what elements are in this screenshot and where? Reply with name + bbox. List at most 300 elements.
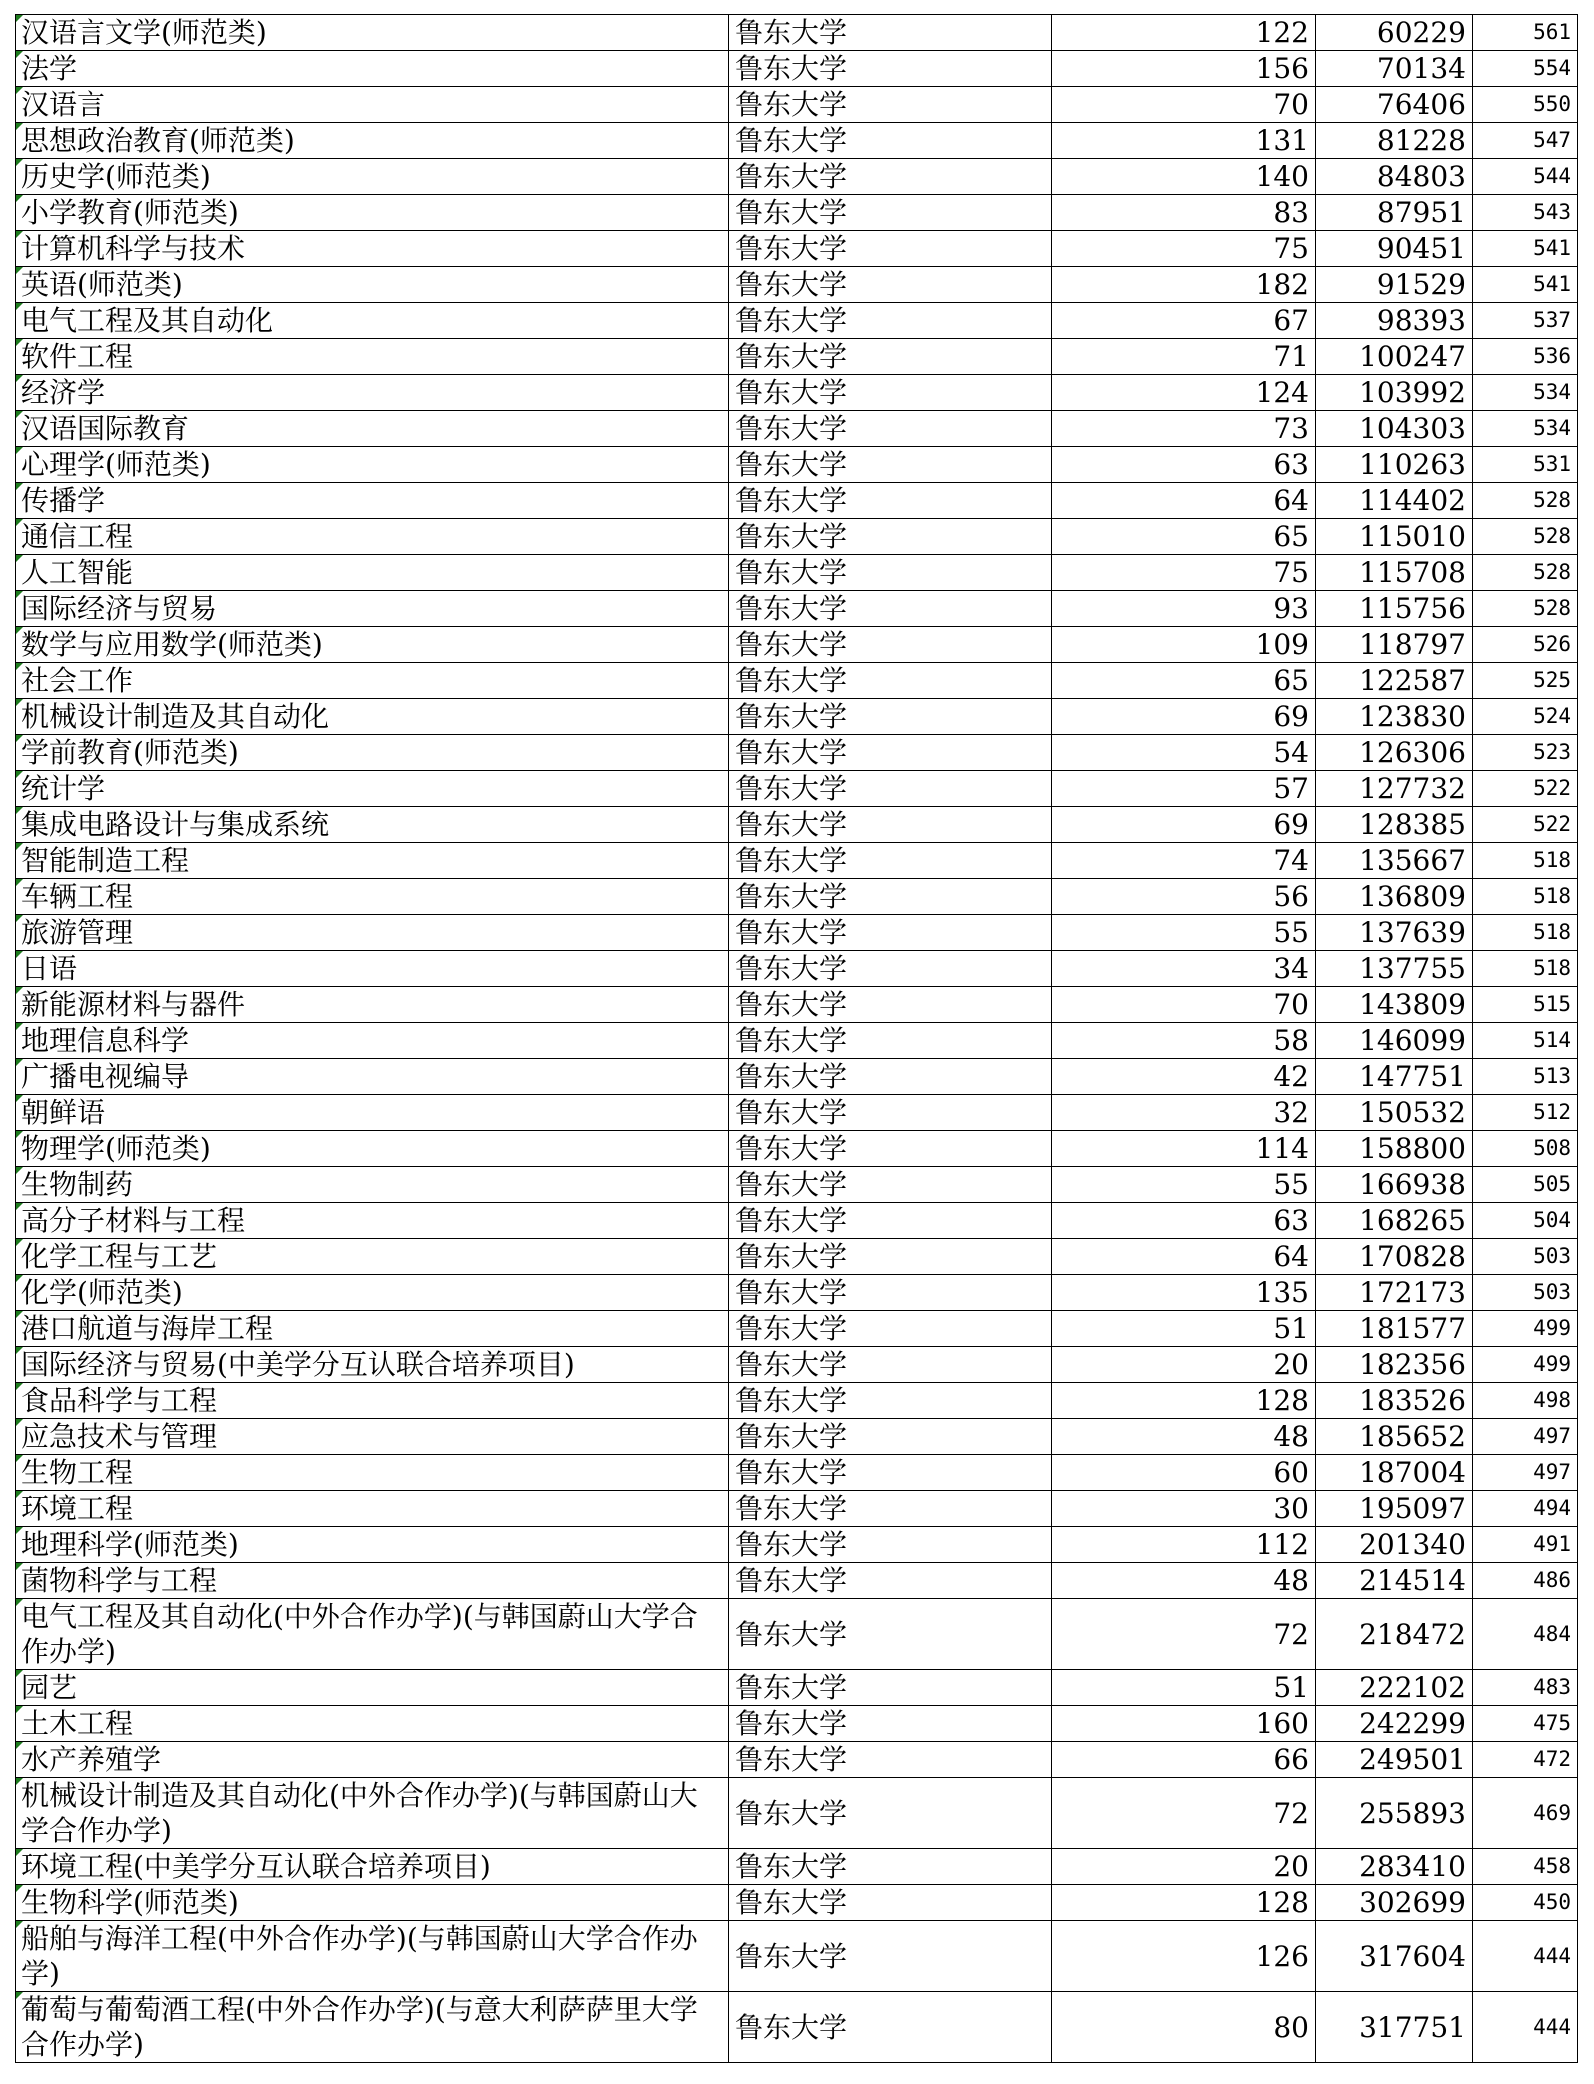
score-cell: 508 [1473, 1131, 1578, 1167]
school-cell: 鲁东大学 [729, 483, 1052, 519]
plan-count-cell: 128 [1052, 1885, 1316, 1921]
major-cell: 经济学 [16, 375, 729, 411]
score-cell: 498 [1473, 1383, 1578, 1419]
major-cell: 汉语言文学(师范类) [16, 15, 729, 51]
rank-cell: 182356 [1316, 1347, 1473, 1383]
score-cell: 475 [1473, 1706, 1578, 1742]
rank-cell: 60229 [1316, 15, 1473, 51]
school-cell: 鲁东大学 [729, 1670, 1052, 1706]
score-cell: 499 [1473, 1347, 1578, 1383]
table-row [16, 627, 1578, 663]
rank-cell: 201340 [1316, 1527, 1473, 1563]
plan-count-cell: 54 [1052, 735, 1316, 771]
plan-count-cell: 58 [1052, 1023, 1316, 1059]
school-cell: 鲁东大学 [729, 1992, 1052, 2063]
major-cell: 化学(师范类) [16, 1275, 729, 1311]
plan-count-cell: 75 [1052, 555, 1316, 591]
major-cell: 土木工程 [16, 1706, 729, 1742]
rank-cell: 222102 [1316, 1670, 1473, 1706]
plan-count-cell: 69 [1052, 699, 1316, 735]
score-cell: 450 [1473, 1885, 1578, 1921]
table-row [16, 1599, 1578, 1670]
score-cell: 515 [1473, 987, 1578, 1023]
plan-count-cell: 109 [1052, 627, 1316, 663]
table-row [16, 1131, 1578, 1167]
plan-count-cell: 72 [1052, 1778, 1316, 1849]
score-cell: 518 [1473, 843, 1578, 879]
major-cell: 数学与应用数学(师范类) [16, 627, 729, 663]
rank-cell: 317751 [1316, 1992, 1473, 2063]
plan-count-cell: 42 [1052, 1059, 1316, 1095]
major-cell: 学前教育(师范类) [16, 735, 729, 771]
major-cell: 国际经济与贸易(中美学分互认联合培养项目) [16, 1347, 729, 1383]
plan-count-cell: 112 [1052, 1527, 1316, 1563]
rank-cell: 137755 [1316, 951, 1473, 987]
plan-count-cell: 114 [1052, 1131, 1316, 1167]
plan-count-cell: 20 [1052, 1849, 1316, 1885]
score-cell: 512 [1473, 1095, 1578, 1131]
table-row [16, 51, 1578, 87]
plan-count-cell: 131 [1052, 123, 1316, 159]
major-cell: 车辆工程 [16, 879, 729, 915]
table-row [16, 735, 1578, 771]
school-cell: 鲁东大学 [729, 87, 1052, 123]
table-row [16, 123, 1578, 159]
school-cell: 鲁东大学 [729, 591, 1052, 627]
score-cell: 518 [1473, 951, 1578, 987]
table-row [16, 231, 1578, 267]
plan-count-cell: 70 [1052, 987, 1316, 1023]
major-cell: 物理学(师范类) [16, 1131, 729, 1167]
major-cell: 葡萄与葡萄酒工程(中外合作办学)(与意大利萨萨里大学合作办学) [16, 1992, 729, 2063]
rank-cell: 110263 [1316, 447, 1473, 483]
school-cell: 鲁东大学 [729, 339, 1052, 375]
school-cell: 鲁东大学 [729, 267, 1052, 303]
rank-cell: 147751 [1316, 1059, 1473, 1095]
major-cell: 化学工程与工艺 [16, 1239, 729, 1275]
plan-count-cell: 124 [1052, 375, 1316, 411]
major-cell: 新能源材料与器件 [16, 987, 729, 1023]
school-cell: 鲁东大学 [729, 231, 1052, 267]
rank-cell: 81228 [1316, 123, 1473, 159]
plan-count-cell: 122 [1052, 15, 1316, 51]
rank-cell: 214514 [1316, 1563, 1473, 1599]
plan-count-cell: 72 [1052, 1599, 1316, 1670]
score-cell: 518 [1473, 915, 1578, 951]
table-row [16, 663, 1578, 699]
major-cell: 智能制造工程 [16, 843, 729, 879]
plan-count-cell: 71 [1052, 339, 1316, 375]
major-cell: 菌物科学与工程 [16, 1563, 729, 1599]
table-row [16, 1239, 1578, 1275]
major-cell: 高分子材料与工程 [16, 1203, 729, 1239]
table-row [16, 1023, 1578, 1059]
score-cell: 518 [1473, 879, 1578, 915]
school-cell: 鲁东大学 [729, 159, 1052, 195]
table-row [16, 807, 1578, 843]
major-cell: 生物科学(师范类) [16, 1885, 729, 1921]
school-cell: 鲁东大学 [729, 1131, 1052, 1167]
plan-count-cell: 69 [1052, 807, 1316, 843]
rank-cell: 172173 [1316, 1275, 1473, 1311]
school-cell: 鲁东大学 [729, 51, 1052, 87]
score-cell: 505 [1473, 1167, 1578, 1203]
score-cell: 536 [1473, 339, 1578, 375]
score-cell: 543 [1473, 195, 1578, 231]
table-row [16, 159, 1578, 195]
school-cell: 鲁东大学 [729, 1849, 1052, 1885]
rank-cell: 146099 [1316, 1023, 1473, 1059]
school-cell: 鲁东大学 [729, 1023, 1052, 1059]
major-cell: 历史学(师范类) [16, 159, 729, 195]
school-cell: 鲁东大学 [729, 1239, 1052, 1275]
score-cell: 491 [1473, 1527, 1578, 1563]
rank-cell: 317604 [1316, 1921, 1473, 1992]
rank-cell: 123830 [1316, 699, 1473, 735]
school-cell: 鲁东大学 [729, 519, 1052, 555]
school-cell: 鲁东大学 [729, 1383, 1052, 1419]
rank-cell: 122587 [1316, 663, 1473, 699]
table-row [16, 1992, 1578, 2063]
plan-count-cell: 48 [1052, 1563, 1316, 1599]
plan-count-cell: 75 [1052, 231, 1316, 267]
major-cell: 电气工程及其自动化(中外合作办学)(与韩国蔚山大学合作办学) [16, 1599, 729, 1670]
school-cell: 鲁东大学 [729, 1885, 1052, 1921]
plan-count-cell: 126 [1052, 1921, 1316, 1992]
school-cell: 鲁东大学 [729, 807, 1052, 843]
table-row [16, 1347, 1578, 1383]
plan-count-cell: 56 [1052, 879, 1316, 915]
plan-count-cell: 83 [1052, 195, 1316, 231]
major-cell: 机械设计制造及其自动化(中外合作办学)(与韩国蔚山大学合作办学) [16, 1778, 729, 1849]
rank-cell: 302699 [1316, 1885, 1473, 1921]
table-row [16, 1095, 1578, 1131]
school-cell: 鲁东大学 [729, 1311, 1052, 1347]
score-cell: 499 [1473, 1311, 1578, 1347]
plan-count-cell: 51 [1052, 1670, 1316, 1706]
score-cell: 541 [1473, 231, 1578, 267]
rank-cell: 187004 [1316, 1455, 1473, 1491]
major-cell: 国际经济与贸易 [16, 591, 729, 627]
major-cell: 人工智能 [16, 555, 729, 591]
major-cell: 社会工作 [16, 663, 729, 699]
rank-cell: 185652 [1316, 1419, 1473, 1455]
score-cell: 550 [1473, 87, 1578, 123]
table-row [16, 339, 1578, 375]
score-cell: 513 [1473, 1059, 1578, 1095]
rank-cell: 115010 [1316, 519, 1473, 555]
table-row [16, 987, 1578, 1023]
table-row [16, 1167, 1578, 1203]
plan-count-cell: 48 [1052, 1419, 1316, 1455]
table-row [16, 699, 1578, 735]
table-body [16, 15, 1578, 2063]
rank-cell: 118797 [1316, 627, 1473, 663]
score-cell: 528 [1473, 483, 1578, 519]
school-cell: 鲁东大学 [729, 195, 1052, 231]
major-cell: 汉语言 [16, 87, 729, 123]
school-cell: 鲁东大学 [729, 555, 1052, 591]
school-cell: 鲁东大学 [729, 987, 1052, 1023]
table-row [16, 555, 1578, 591]
major-cell: 通信工程 [16, 519, 729, 555]
plan-count-cell: 55 [1052, 1167, 1316, 1203]
plan-count-cell: 64 [1052, 483, 1316, 519]
table-row [16, 195, 1578, 231]
score-cell: 484 [1473, 1599, 1578, 1670]
table-row [16, 1706, 1578, 1742]
score-cell: 444 [1473, 1992, 1578, 2063]
score-cell: 534 [1473, 411, 1578, 447]
rank-cell: 100247 [1316, 339, 1473, 375]
major-cell: 生物工程 [16, 1455, 729, 1491]
score-cell: 526 [1473, 627, 1578, 663]
plan-count-cell: 63 [1052, 447, 1316, 483]
table-row [16, 1778, 1578, 1849]
major-cell: 应急技术与管理 [16, 1419, 729, 1455]
plan-count-cell: 32 [1052, 1095, 1316, 1131]
rank-cell: 104303 [1316, 411, 1473, 447]
table-row [16, 447, 1578, 483]
rank-cell: 218472 [1316, 1599, 1473, 1670]
plan-count-cell: 51 [1052, 1311, 1316, 1347]
major-cell: 机械设计制造及其自动化 [16, 699, 729, 735]
score-cell: 486 [1473, 1563, 1578, 1599]
school-cell: 鲁东大学 [729, 123, 1052, 159]
rank-cell: 90451 [1316, 231, 1473, 267]
table-row [16, 879, 1578, 915]
rank-cell: 181577 [1316, 1311, 1473, 1347]
table-row [16, 915, 1578, 951]
rank-cell: 136809 [1316, 879, 1473, 915]
rank-cell: 137639 [1316, 915, 1473, 951]
score-cell: 534 [1473, 375, 1578, 411]
plan-count-cell: 64 [1052, 1239, 1316, 1275]
plan-count-cell: 55 [1052, 915, 1316, 951]
school-cell: 鲁东大学 [729, 1059, 1052, 1095]
plan-count-cell: 34 [1052, 951, 1316, 987]
major-cell: 英语(师范类) [16, 267, 729, 303]
school-cell: 鲁东大学 [729, 1095, 1052, 1131]
plan-count-cell: 73 [1052, 411, 1316, 447]
school-cell: 鲁东大学 [729, 1455, 1052, 1491]
rank-cell: 150532 [1316, 1095, 1473, 1131]
school-cell: 鲁东大学 [729, 771, 1052, 807]
major-cell: 食品科学与工程 [16, 1383, 729, 1419]
rank-cell: 115708 [1316, 555, 1473, 591]
school-cell: 鲁东大学 [729, 375, 1052, 411]
score-cell: 561 [1473, 15, 1578, 51]
major-cell: 日语 [16, 951, 729, 987]
table-row [16, 843, 1578, 879]
table-row [16, 87, 1578, 123]
rank-cell: 283410 [1316, 1849, 1473, 1885]
rank-cell: 249501 [1316, 1742, 1473, 1778]
major-cell: 环境工程 [16, 1491, 729, 1527]
rank-cell: 195097 [1316, 1491, 1473, 1527]
score-cell: 503 [1473, 1239, 1578, 1275]
table-row [16, 1491, 1578, 1527]
plan-count-cell: 128 [1052, 1383, 1316, 1419]
major-cell: 水产养殖学 [16, 1742, 729, 1778]
major-cell: 汉语国际教育 [16, 411, 729, 447]
school-cell: 鲁东大学 [729, 915, 1052, 951]
major-cell: 地理科学(师范类) [16, 1527, 729, 1563]
school-cell: 鲁东大学 [729, 303, 1052, 339]
table-row [16, 1203, 1578, 1239]
school-cell: 鲁东大学 [729, 627, 1052, 663]
school-cell: 鲁东大学 [729, 1527, 1052, 1563]
table-row [16, 1419, 1578, 1455]
school-cell: 鲁东大学 [729, 1706, 1052, 1742]
score-cell: 483 [1473, 1670, 1578, 1706]
plan-count-cell: 63 [1052, 1203, 1316, 1239]
school-cell: 鲁东大学 [729, 1778, 1052, 1849]
score-cell: 497 [1473, 1419, 1578, 1455]
plan-count-cell: 160 [1052, 1706, 1316, 1742]
rank-cell: 70134 [1316, 51, 1473, 87]
score-cell: 522 [1473, 771, 1578, 807]
plan-count-cell: 70 [1052, 87, 1316, 123]
table-row [16, 1849, 1578, 1885]
major-cell: 心理学(师范类) [16, 447, 729, 483]
table-row [16, 1455, 1578, 1491]
table-row [16, 1742, 1578, 1778]
score-cell: 522 [1473, 807, 1578, 843]
plan-count-cell: 57 [1052, 771, 1316, 807]
major-cell: 广播电视编导 [16, 1059, 729, 1095]
major-cell: 生物制药 [16, 1167, 729, 1203]
score-cell: 528 [1473, 591, 1578, 627]
score-cell: 541 [1473, 267, 1578, 303]
score-cell: 458 [1473, 1849, 1578, 1885]
table-row [16, 1275, 1578, 1311]
table-row [16, 15, 1578, 51]
school-cell: 鲁东大学 [729, 1347, 1052, 1383]
score-cell: 525 [1473, 663, 1578, 699]
major-cell: 朝鲜语 [16, 1095, 729, 1131]
rank-cell: 91529 [1316, 267, 1473, 303]
plan-count-cell: 65 [1052, 663, 1316, 699]
major-cell: 港口航道与海岸工程 [16, 1311, 729, 1347]
table-row [16, 303, 1578, 339]
score-cell: 528 [1473, 555, 1578, 591]
rank-cell: 143809 [1316, 987, 1473, 1023]
table-row [16, 1921, 1578, 1992]
school-cell: 鲁东大学 [729, 843, 1052, 879]
plan-count-cell: 135 [1052, 1275, 1316, 1311]
rank-cell: 84803 [1316, 159, 1473, 195]
school-cell: 鲁东大学 [729, 1563, 1052, 1599]
score-cell: 524 [1473, 699, 1578, 735]
major-cell: 集成电路设计与集成系统 [16, 807, 729, 843]
major-cell: 地理信息科学 [16, 1023, 729, 1059]
school-cell: 鲁东大学 [729, 447, 1052, 483]
table-row [16, 1527, 1578, 1563]
major-cell: 法学 [16, 51, 729, 87]
table-row [16, 591, 1578, 627]
score-cell: 469 [1473, 1778, 1578, 1849]
rank-cell: 158800 [1316, 1131, 1473, 1167]
rank-cell: 115756 [1316, 591, 1473, 627]
plan-count-cell: 156 [1052, 51, 1316, 87]
table-row [16, 1311, 1578, 1347]
school-cell: 鲁东大学 [729, 1921, 1052, 1992]
admission-table [15, 14, 1578, 2063]
score-cell: 547 [1473, 123, 1578, 159]
rank-cell: 166938 [1316, 1167, 1473, 1203]
score-cell: 504 [1473, 1203, 1578, 1239]
table-row [16, 483, 1578, 519]
table-row [16, 1383, 1578, 1419]
score-cell: 523 [1473, 735, 1578, 771]
plan-count-cell: 60 [1052, 1455, 1316, 1491]
school-cell: 鲁东大学 [729, 1275, 1052, 1311]
school-cell: 鲁东大学 [729, 879, 1052, 915]
major-cell: 船舶与海洋工程(中外合作办学)(与韩国蔚山大学合作办学) [16, 1921, 729, 1992]
table-row [16, 1885, 1578, 1921]
plan-count-cell: 66 [1052, 1742, 1316, 1778]
major-cell: 软件工程 [16, 339, 729, 375]
rank-cell: 242299 [1316, 1706, 1473, 1742]
rank-cell: 170828 [1316, 1239, 1473, 1275]
school-cell: 鲁东大学 [729, 1167, 1052, 1203]
major-cell: 环境工程(中美学分互认联合培养项目) [16, 1849, 729, 1885]
school-cell: 鲁东大学 [729, 15, 1052, 51]
school-cell: 鲁东大学 [729, 951, 1052, 987]
plan-count-cell: 30 [1052, 1491, 1316, 1527]
score-cell: 544 [1473, 159, 1578, 195]
table-row [16, 1563, 1578, 1599]
table-row [16, 519, 1578, 555]
rank-cell: 98393 [1316, 303, 1473, 339]
plan-count-cell: 140 [1052, 159, 1316, 195]
table-row [16, 951, 1578, 987]
table-row [16, 267, 1578, 303]
rank-cell: 183526 [1316, 1383, 1473, 1419]
rank-cell: 76406 [1316, 87, 1473, 123]
plan-count-cell: 65 [1052, 519, 1316, 555]
rank-cell: 168265 [1316, 1203, 1473, 1239]
major-cell: 思想政治教育(师范类) [16, 123, 729, 159]
table-row [16, 771, 1578, 807]
major-cell: 旅游管理 [16, 915, 729, 951]
score-cell: 497 [1473, 1455, 1578, 1491]
plan-count-cell: 74 [1052, 843, 1316, 879]
rank-cell: 114402 [1316, 483, 1473, 519]
major-cell: 电气工程及其自动化 [16, 303, 729, 339]
school-cell: 鲁东大学 [729, 699, 1052, 735]
school-cell: 鲁东大学 [729, 663, 1052, 699]
score-cell: 554 [1473, 51, 1578, 87]
score-cell: 503 [1473, 1275, 1578, 1311]
school-cell: 鲁东大学 [729, 1203, 1052, 1239]
table-row [16, 1059, 1578, 1095]
school-cell: 鲁东大学 [729, 411, 1052, 447]
school-cell: 鲁东大学 [729, 1491, 1052, 1527]
plan-count-cell: 67 [1052, 303, 1316, 339]
rank-cell: 255893 [1316, 1778, 1473, 1849]
table-row [16, 375, 1578, 411]
major-cell: 传播学 [16, 483, 729, 519]
rank-cell: 126306 [1316, 735, 1473, 771]
school-cell: 鲁东大学 [729, 1599, 1052, 1670]
plan-count-cell: 20 [1052, 1347, 1316, 1383]
score-cell: 514 [1473, 1023, 1578, 1059]
table-row [16, 411, 1578, 447]
rank-cell: 103992 [1316, 375, 1473, 411]
school-cell: 鲁东大学 [729, 1742, 1052, 1778]
